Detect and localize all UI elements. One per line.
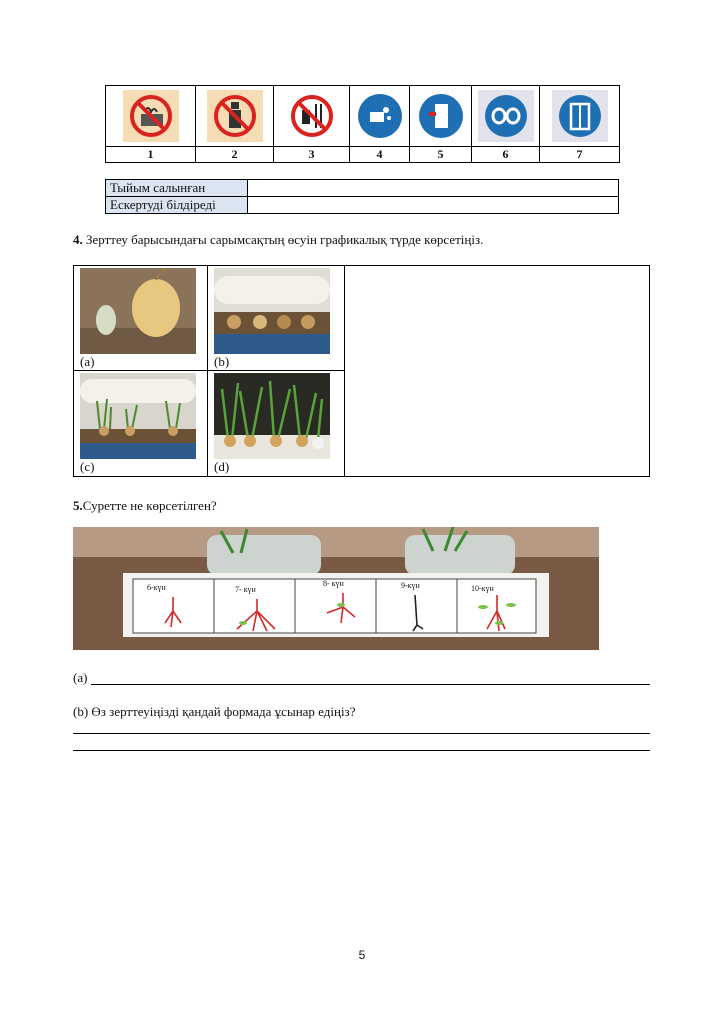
sign-number: 3 <box>274 147 350 163</box>
question-4-number: 4. <box>73 232 83 247</box>
sign-cell-3 <box>274 86 350 147</box>
warning-answer-cell[interactable] <box>248 197 619 214</box>
sign-cell-2 <box>196 86 274 147</box>
classification-table <box>105 179 619 214</box>
photo-sprouting-onions <box>80 373 196 459</box>
warning-label: Ескертуді білдіреді <box>106 197 248 214</box>
no-discarding-waste-sign-icon <box>207 90 263 142</box>
prohibited-label: Тыйым салынған <box>106 180 248 197</box>
photo-cell-b <box>208 266 345 371</box>
sign-number: 5 <box>410 147 472 163</box>
answer-b-line-2[interactable] <box>73 750 650 751</box>
day-label: 7- күн <box>235 585 256 594</box>
photo-cell-d <box>208 371 345 476</box>
answer-b-line-1[interactable] <box>73 733 650 734</box>
question-5-number: 5. <box>73 498 83 513</box>
sign-number: 4 <box>350 147 410 163</box>
graph-answer-area[interactable] <box>345 266 650 476</box>
sign-number: 1 <box>106 147 196 163</box>
sign-cell-4 <box>350 86 410 147</box>
sign-cell-5 <box>410 86 472 147</box>
photo-caption-d: (d) <box>214 459 230 474</box>
question-5b-text: (b) Өз зерттеуіңізді қандай формада ұсынар едіңіз? <box>73 704 356 719</box>
wear-goggles-sign-icon <box>478 90 534 142</box>
photo-cell-c <box>74 371 208 476</box>
no-eating-drinking-sign-icon <box>284 90 340 142</box>
photo-cell-a <box>74 266 208 371</box>
photo-bulbs-in-tray <box>214 268 330 354</box>
question-4 <box>73 232 483 248</box>
sign-number: 2 <box>196 147 274 163</box>
question-4-text: Зерттеу барысындағы сарымсақтың өсуін графикалық түрде көрсетіңіз. <box>82 232 484 247</box>
photo-grown-green-onions <box>214 373 330 459</box>
sign-number: 6 <box>472 147 540 163</box>
day-label: 6-күн <box>147 583 166 592</box>
answer-a-label: (a) <box>73 670 88 685</box>
wear-apron-sign-icon <box>413 90 469 142</box>
page-number: 5 <box>358 948 366 962</box>
prohibited-answer-cell[interactable] <box>248 180 619 197</box>
answer-a-line[interactable] <box>91 684 650 685</box>
photo-onions-on-table <box>80 268 196 354</box>
safety-signs-table <box>105 85 620 163</box>
photo-caption-a: (a) <box>80 354 95 369</box>
photo-root-growth-diagram <box>73 527 599 650</box>
day-label: 8- күн <box>323 579 344 588</box>
question-5 <box>73 498 217 514</box>
photo-caption-c: (c) <box>80 459 95 474</box>
sign-cell-1 <box>106 86 196 147</box>
day-label: 9-күн <box>401 581 420 590</box>
wear-lab-coat-sign-icon <box>552 90 608 142</box>
no-open-flame-heating-sign-icon <box>123 90 179 142</box>
sign-cell-6 <box>472 86 540 147</box>
onion-photo-grid <box>73 265 650 477</box>
sign-number: 7 <box>540 147 620 163</box>
question-5-text: Суретте не көрсетілген? <box>82 498 217 513</box>
photo-caption-b: (b) <box>214 354 230 369</box>
day-label: 10-күн <box>471 584 494 593</box>
wash-hands-sign-icon <box>352 90 408 142</box>
sign-cell-7 <box>540 86 620 147</box>
